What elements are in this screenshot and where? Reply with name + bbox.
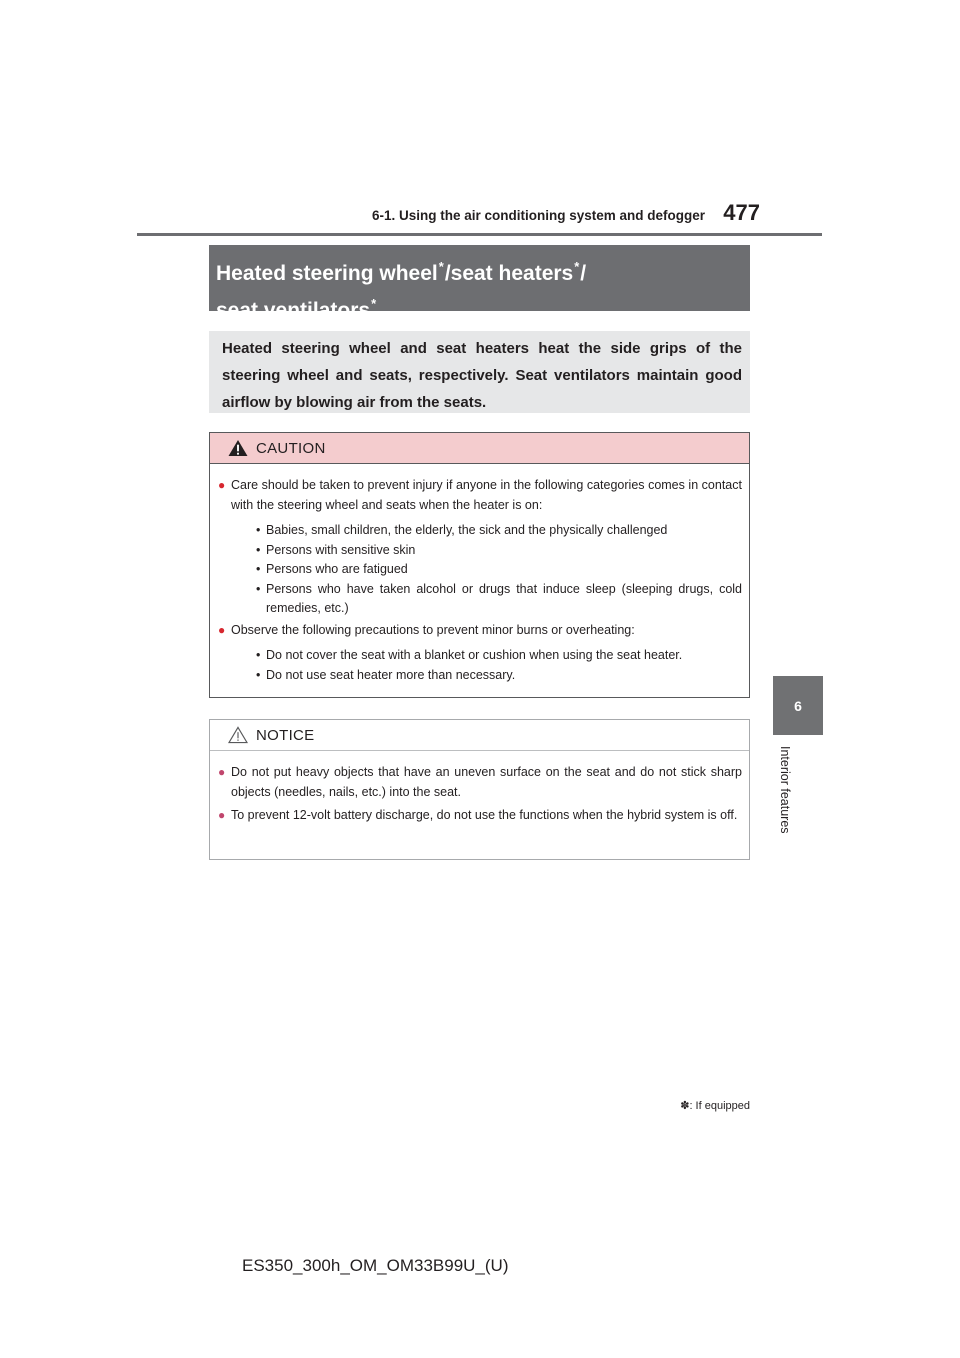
asterisk-mark: * (438, 259, 444, 274)
section-title-part: Heated steering wheel (216, 262, 438, 285)
caution-item (218, 621, 742, 641)
sub-bullet: • (256, 581, 261, 596)
bullet-dot: ● (218, 622, 226, 637)
header-divider (137, 233, 822, 236)
caution-sub-item (256, 560, 742, 580)
caution-sub-text: Persons who have taken alcohol or drugs that induce sleep (sleeping drugs, cold remedies, etc.) (266, 581, 742, 615)
footnote (560, 1099, 750, 1112)
warning-triangle-icon (227, 439, 249, 457)
caution-box (209, 432, 750, 698)
caution-sub-list (256, 646, 742, 685)
notice-header (210, 720, 749, 751)
caution-body (210, 464, 749, 685)
caution-sub-item (256, 666, 742, 686)
section-title-part: seat ventilators (216, 299, 371, 322)
caution-sub-text: Do not use seat heater more than necessary. (266, 667, 516, 682)
caution-sub-item (256, 580, 742, 619)
caution-sub-item (256, 541, 742, 561)
notice-body (210, 751, 749, 826)
caution-sub-text: Persons who are fatigued (266, 562, 408, 576)
caution-sub-item (256, 521, 742, 541)
chapter-number-tab: 6 (773, 676, 823, 735)
chapter-name-label: Interior features (778, 746, 792, 834)
notice-box (209, 719, 750, 860)
notice-item (218, 806, 742, 826)
section-title-part: / (580, 262, 587, 285)
sub-bullet: • (256, 667, 261, 682)
caution-sub-text: Persons with sensitive skin (266, 542, 416, 557)
caution-sub-text: Do not cover the seat with a blanket or cushion when using the seat heater. (266, 648, 683, 662)
sub-bullet: • (256, 542, 261, 557)
caution-header (210, 433, 749, 464)
asterisk-mark: * (574, 259, 580, 274)
notice-item-text: To prevent 12-volt battery discharge, do not use the functions when the hybrid system is off. (231, 808, 738, 822)
document-code: ES350_300h_OM_OM33B99U_(U) (242, 1256, 509, 1275)
notice-label: NOTICE (256, 726, 315, 744)
caution-item-text: Care should be taken to prevent injury if anyone in the following categories comes in contact with the steering wheel and seats when the heater is on: (231, 478, 742, 512)
bullet-dot: ● (218, 808, 226, 822)
section-title-part: /seat heaters (444, 262, 574, 285)
sub-bullet: • (256, 523, 261, 537)
bullet-dot: ● (218, 765, 226, 779)
footnote-marker: ✽ (680, 1100, 690, 1112)
caution-item-text: Observe the following precautions to prevent minor burns or overheating: (231, 622, 635, 637)
sub-bullet: • (256, 562, 261, 576)
running-header-title: 6-1. Using the air conditioning system and defogger (372, 208, 706, 223)
caution-label: CAUTION (256, 439, 326, 457)
section-title (209, 245, 750, 322)
sub-bullet: • (256, 648, 261, 662)
page-number: 477 (723, 200, 760, 225)
caution-sub-text: Babies, small children, the elderly, the sick and the physically challenged (266, 523, 668, 537)
notice-item-text: Do not put heavy objects that have an uneven surface on the seat and do not stick sharp objects (needles, nails, etc.) into the seat. (231, 765, 742, 799)
caution-sub-item (256, 646, 742, 666)
caution-sub-list (256, 521, 742, 619)
caution-item (218, 476, 742, 515)
intro-summary: Heated steering wheel and seat heaters heat the side grips of the steering wheel and seats, respectively. Seat ventilators maintain good airflow by blowing air from the seats. (209, 331, 750, 413)
asterisk-mark: * (371, 296, 377, 311)
footnote-text: : If equipped (689, 1100, 750, 1112)
notice-item (218, 763, 742, 802)
notice-triangle-icon (227, 726, 249, 744)
bullet-dot: ● (218, 478, 226, 492)
